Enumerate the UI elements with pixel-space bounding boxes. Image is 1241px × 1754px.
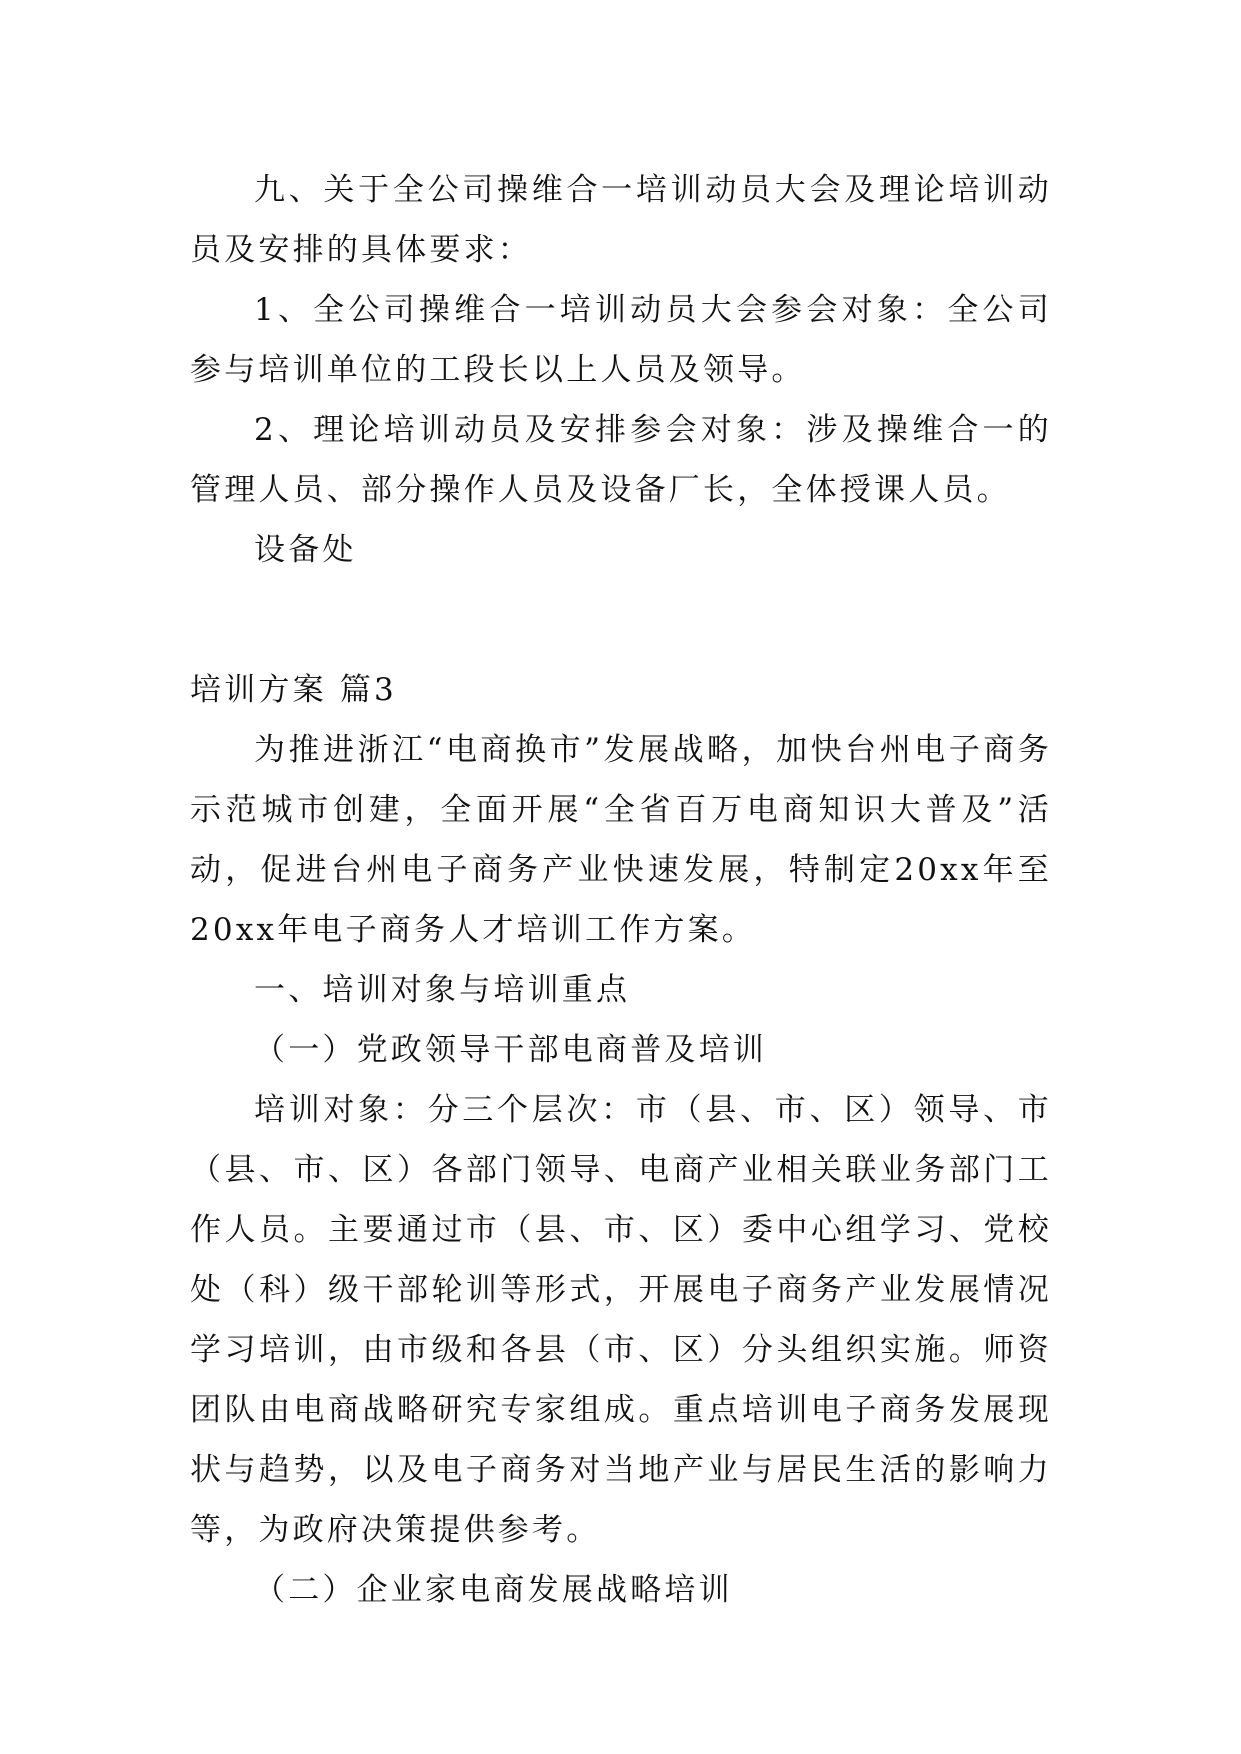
paragraph-intro: 为推进浙江“电商换市”发展战略，加快台州电子商务示范城市创建，全面开展“全省百万电商知识大普及”活动，促进台州电子商务产业快速发展，特制定20xx年至20xx年电子商务人才培训工作方案。 (190, 732, 1052, 948)
paragraph-party-leaders-body: 培训对象：分三个层次：市（县、市、区）领导、市（县、市、区）各部门领导、电商产业相关联业务部门工作人员。主要通过市（县、市、区）委中心组学习、党校处（科）级干部轮训等形式，开展电子商务产业发展情况学习培训，由市级和各县（市、区）分头组织实施。师资团队由电商战略研究专家组成。重点培训电子商务发展现状与趋势，以及电子商务对当地产业与居民生活的影响力等，为政府决策提供参考。 (190, 1092, 1052, 1548)
document-body (190, 160, 1052, 1620)
paragraph-requirements-heading: 九、关于全公司操维合一培训动员大会及理论培训动员及安排的具体要求： (190, 172, 1052, 268)
subheading-entrepreneurs: （二）企业家电商发展战略培训 (254, 1572, 733, 1608)
paragraph-attendees-mobilization: 1、全公司操维合一培训动员大会参会对象：全公司参与培训单位的工段长以上人员及领导。 (190, 292, 1052, 388)
subheading-party-leaders: （一）党政领导干部电商普及培训 (254, 1032, 767, 1068)
section-spacer (190, 580, 1052, 660)
section-title: 培训方案 篇3 (190, 672, 397, 708)
signature-department: 设备处 (254, 532, 357, 568)
paragraph-attendees-theory: 2、理论培训动员及安排参会对象：涉及操维合一的管理人员、部分操作人员及设备厂长，全体授课人员。 (190, 412, 1052, 508)
heading-training-targets: 一、培训对象与培训重点 (254, 972, 631, 1008)
